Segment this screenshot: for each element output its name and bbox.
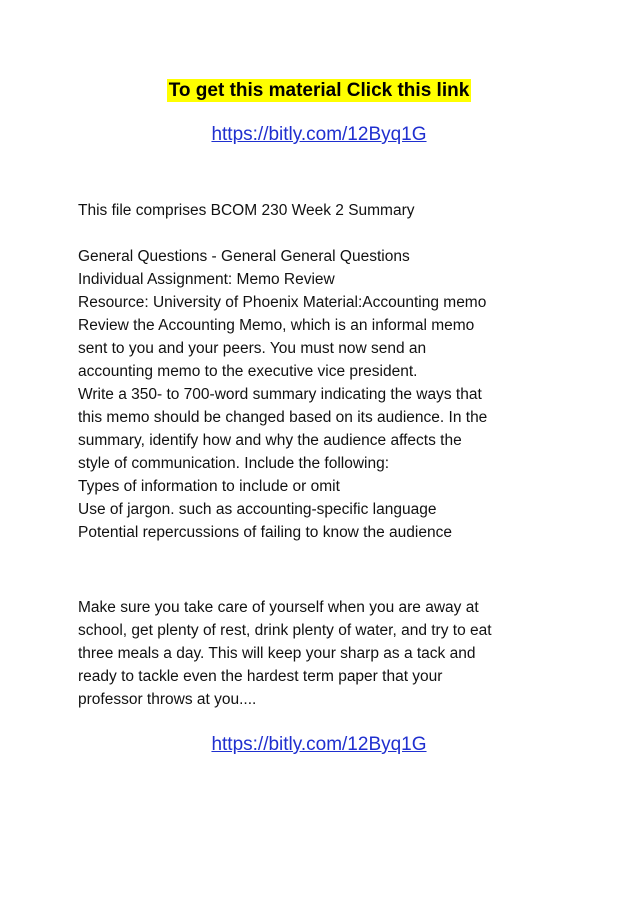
bottom-link-container bbox=[0, 734, 638, 756]
assignment-line: sent to you and your peers. You must now send an bbox=[78, 340, 427, 357]
assignment-line: Types of information to include or omit bbox=[78, 478, 340, 495]
assignment-line: Potential repercussions of failing to know the audience bbox=[78, 524, 452, 541]
material-link-top[interactable]: https://bitly.com/12Byq1G bbox=[211, 124, 427, 145]
closing-line: Make sure you take care of yourself when you are away at bbox=[78, 599, 479, 616]
assignment-line: this memo should be changed based on its audience. In the bbox=[78, 409, 488, 426]
intro-line: This file comprises BCOM 230 Week 2 Summary bbox=[78, 202, 415, 219]
assignment-line: General Questions - General General Questions bbox=[78, 248, 410, 265]
assignment-line: style of communication. Include the following: bbox=[78, 455, 390, 472]
call-to-action-text: To get this material Click this link bbox=[168, 80, 470, 101]
assignment-description bbox=[78, 245, 578, 544]
assignment-line: accounting memo to the executive vice president. bbox=[78, 363, 418, 380]
assignment-line: summary, identify how and why the audience affects the bbox=[78, 432, 462, 449]
closing-line: school, get plenty of rest, drink plenty of water, and try to eat bbox=[78, 622, 492, 639]
closing-line: professor throws at you.... bbox=[78, 691, 257, 708]
top-link-container bbox=[0, 124, 638, 146]
material-link-bottom[interactable]: https://bitly.com/12Byq1G bbox=[211, 734, 427, 755]
call-to-action bbox=[0, 80, 638, 102]
assignment-line: Use of jargon. such as accounting-specific language bbox=[78, 501, 437, 518]
intro-paragraph bbox=[78, 199, 578, 222]
closing-line: three meals a day. This will keep your sharp as a tack and bbox=[78, 645, 476, 662]
assignment-line: Review the Accounting Memo, which is an informal memo bbox=[78, 317, 475, 334]
closing-line: ready to tackle even the hardest term paper that your bbox=[78, 668, 443, 685]
assignment-line: Resource: University of Phoenix Material:Accounting memo bbox=[78, 294, 487, 311]
closing-paragraph bbox=[78, 596, 578, 711]
assignment-line: Write a 350- to 700-word summary indicating the ways that bbox=[78, 386, 482, 403]
assignment-line: Individual Assignment: Memo Review bbox=[78, 271, 335, 288]
